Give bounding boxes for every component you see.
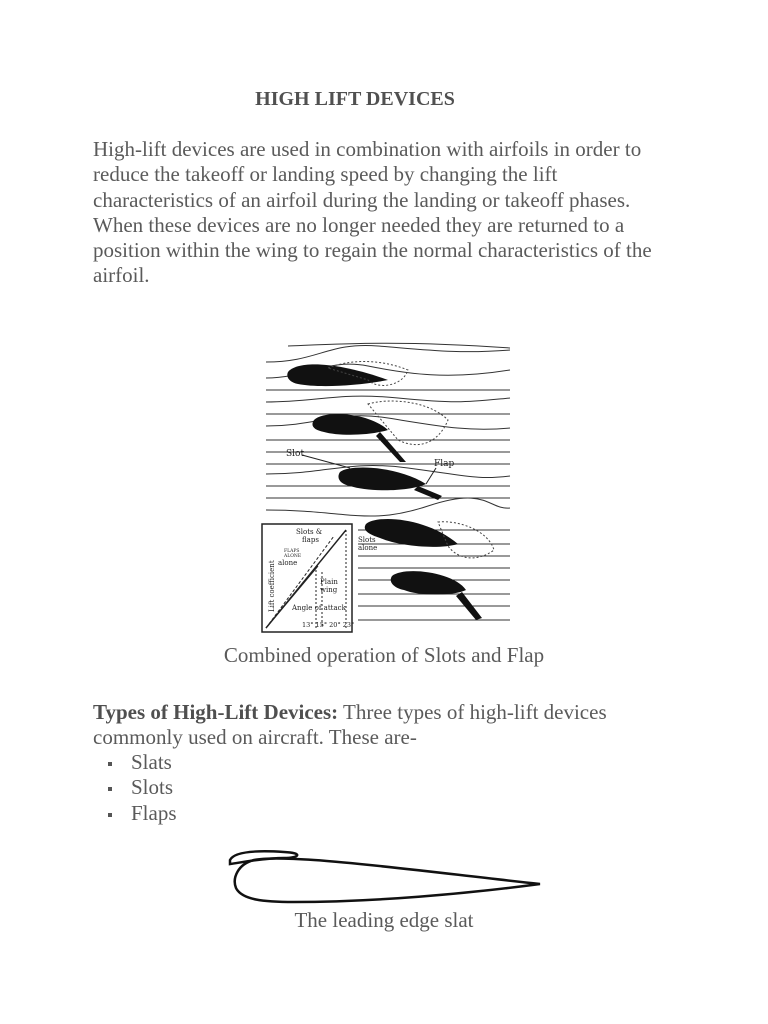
bullet-icon	[108, 787, 112, 791]
label-alone: alone	[278, 559, 298, 567]
page-title: HIGH LIFT DEVICES	[255, 88, 455, 110]
types-list	[108, 750, 177, 826]
label-flaps-alone-1: FLAPS	[284, 549, 300, 554]
types-text: Three types of high-lift devices commonly used on aircraft. These are-	[93, 700, 607, 750]
list-item-label: Slots	[131, 775, 174, 800]
label-flaps-alone-2: ALONE	[284, 554, 302, 559]
label-flap: Flap	[434, 459, 455, 469]
figure2-caption: The leading edge slat	[294, 908, 474, 932]
intro-paragraph: High-lift devices are used in combination with airfoils in order to reduce the takeoff or landing speed by changing the lift characteristics of an airfoil during the landing or takeoff phases. When these devices are no longer needed they are returned to a position within the wing to regain the normal characteristics of the airfoil.	[93, 137, 652, 288]
list-item-label: Flaps	[131, 800, 177, 825]
list-item	[108, 801, 177, 826]
list-item	[108, 775, 177, 800]
label-slots-flaps-1: Slots &	[296, 528, 323, 536]
label-slots-alone-2: alone	[358, 544, 378, 552]
leading-edge-slat-figure	[224, 846, 548, 908]
label-plain-wing-2: wing	[320, 586, 338, 594]
label-angles: 13° 15° 20° 23°	[302, 621, 355, 629]
label-slot: Slot	[286, 449, 305, 459]
bullet-icon	[108, 762, 112, 766]
types-paragraph	[93, 700, 693, 751]
label-slots-flaps-2: flaps	[302, 536, 319, 544]
label-slots-alone-1: Slots	[358, 536, 376, 544]
label-angle-of-attack: Angle of attack	[292, 604, 346, 612]
slots-flap-figure	[258, 340, 514, 636]
list-item-label: Slats	[131, 750, 172, 774]
list-item	[108, 750, 177, 775]
label-plain-wing-1: Plain	[320, 578, 338, 586]
types-heading: Types of High-Lift Devices:	[93, 700, 339, 724]
bullet-icon	[108, 813, 112, 817]
figure1-caption: Combined operation of Slots and Flap	[223, 643, 545, 667]
label-lift-coefficient: Lift coefficient	[268, 560, 276, 612]
